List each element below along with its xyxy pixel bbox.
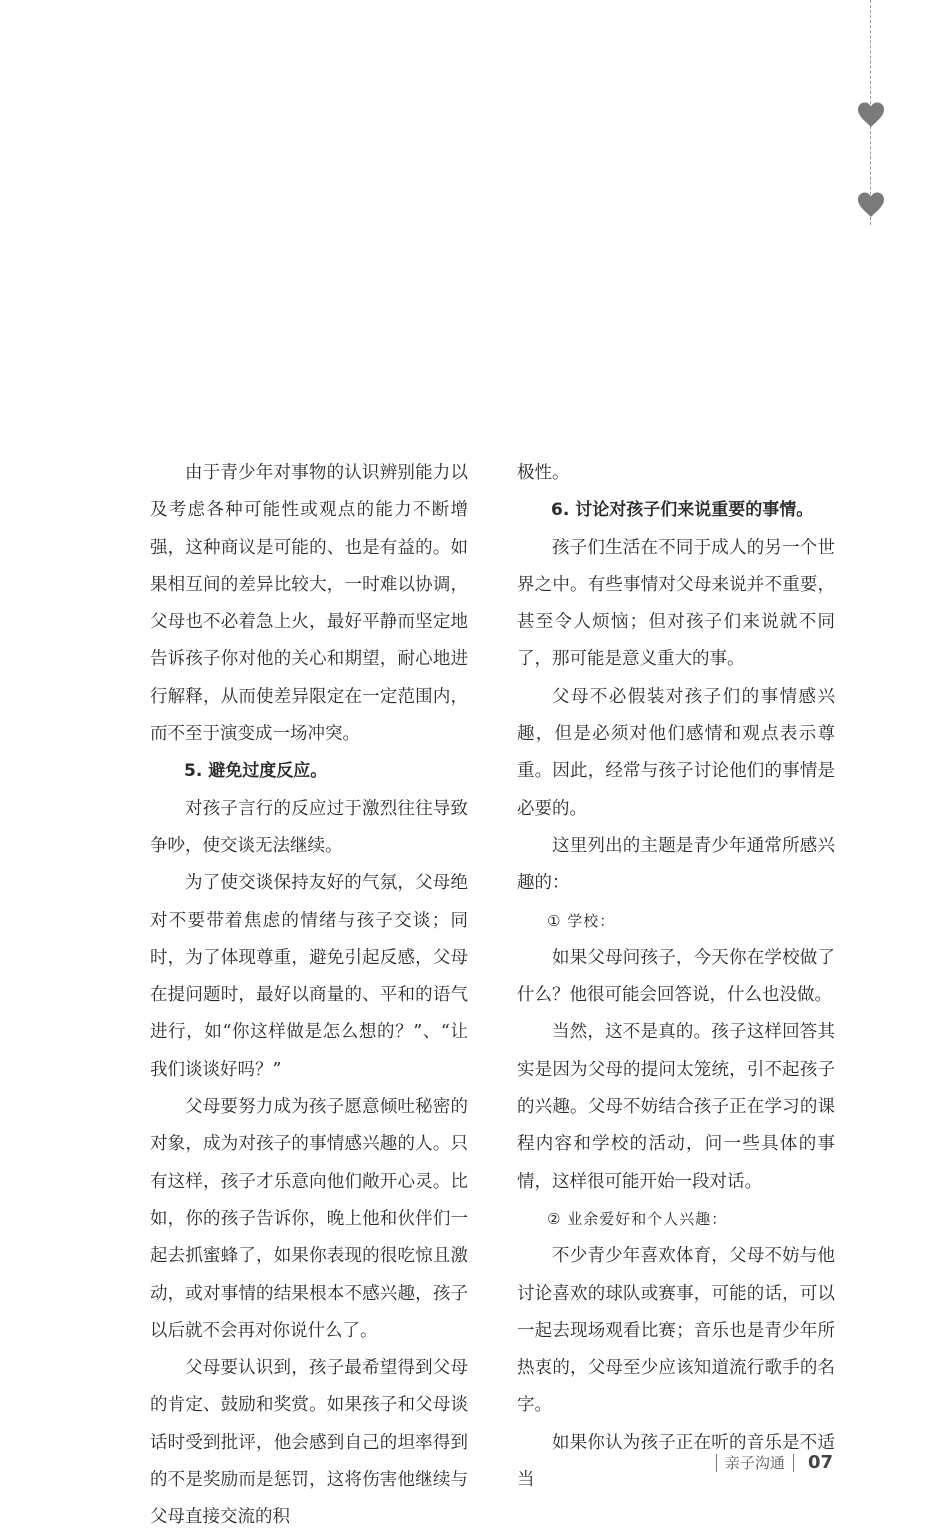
paragraph: 为了使交谈保持友好的气氛，父母绝对不要带着焦虑的情绪与孩子交谈；同时，为了体现尊重，避免引起反感，父母在提问题时，最好以商量的、平和的语气进行，如“你这样做是怎么想的？”、“让我们谈谈好吗？” [150,873,468,1080]
paragraph: 父母要努力成为孩子愿意倾吐秘密的对象，成为对孩子的事情感兴趣的人。只有这样，孩子才乐意向他们敞开心灵。比如，你的孩子告诉你，晚上他和伙伴们一起去抓蜜蜂了，如果你表现的很吃惊且激动，或对事情的结果根本不感兴趣，孩子以后就不会再对你说什么了。 [150,1097,468,1341]
paragraph: 不少青少年喜欢体育，父母不妨与他讨论喜欢的球队或赛事，可能的话，可以一起去现场观看比赛；音乐也是青少年所热衷的，父母至少应该知道流行歌手的名字。 [517,1246,835,1416]
section-heading-5: 5. 避免过度反应。 [184,761,328,782]
section-heading-6: 6. 讨论对孩子们来说重要的事情。 [551,500,814,521]
heart-icon [856,190,886,220]
list-item-hobbies: ② 业余爱好和个人兴趣： [547,1209,728,1228]
footer-divider [793,1454,794,1472]
paragraph-continued: 极性。 [517,463,570,483]
paragraph: 如果你认为孩子正在听的音乐是不适当 [517,1432,835,1491]
section-title: 亲子沟通 [724,1454,785,1472]
paragraph: 这里列出的主题是青少年通常所感兴趣的： [517,835,835,894]
list-item-school: ① 学校： [547,911,616,930]
paragraph: 孩子们生活在不同于成人的另一个世界之中。有些事情对父母来说并不重要，甚至令人烦恼；但对孩子们来说就不同了，那可能是意义重大的事。 [517,537,835,670]
heart-icon [856,100,886,130]
page-footer [716,1452,833,1473]
page-number: 07 [807,1452,833,1473]
paragraph: 当然，这不是真的。孩子这样回答其实是因为父母的提问太笼统，引不起孩子的兴趣。父母不妨结合孩子正在学习的课程内容和学校的活动，问一些具体的事情，这样很可能开始一段对话。 [517,1022,835,1192]
right-column [517,455,835,1499]
paragraph: 父母要认识到，孩子最希望得到父母的肯定、鼓励和奖赏。如果孩子和父母谈话时受到批评，他会感到自己的坦率得到的不是奖励而是惩罚，这将伤害他继续与父母直接交流的积 [150,1358,468,1528]
paragraph: 如果父母问孩子，今天你在学校做了什么？他很可能会回答说，什么也没做。 [517,947,835,1006]
left-column [150,455,468,1537]
paragraph: 对孩子言行的反应过于激烈往往导致争吵，使交谈无法继续。 [150,798,468,856]
paragraph: 父母不必假装对孩子们的事情感兴趣，但是必须对他们感情和观点表示尊重。因此，经常与孩子讨论他们的事情是必要的。 [517,686,835,819]
footer-divider [716,1454,717,1472]
paragraph: 由于青少年对事物的认识辨别能力以及考虑各种可能性或观点的能力不断增强，这种商议是可能的、也是有益的。如果相互间的差异比较大，一时难以协调，父母也不必着急上火，最好平静而坚定地告诉孩子你对他的关心和期望，耐心地进行解释，从而使差异限定在一定范围内，而不至于演变成一场冲突。 [150,463,468,745]
